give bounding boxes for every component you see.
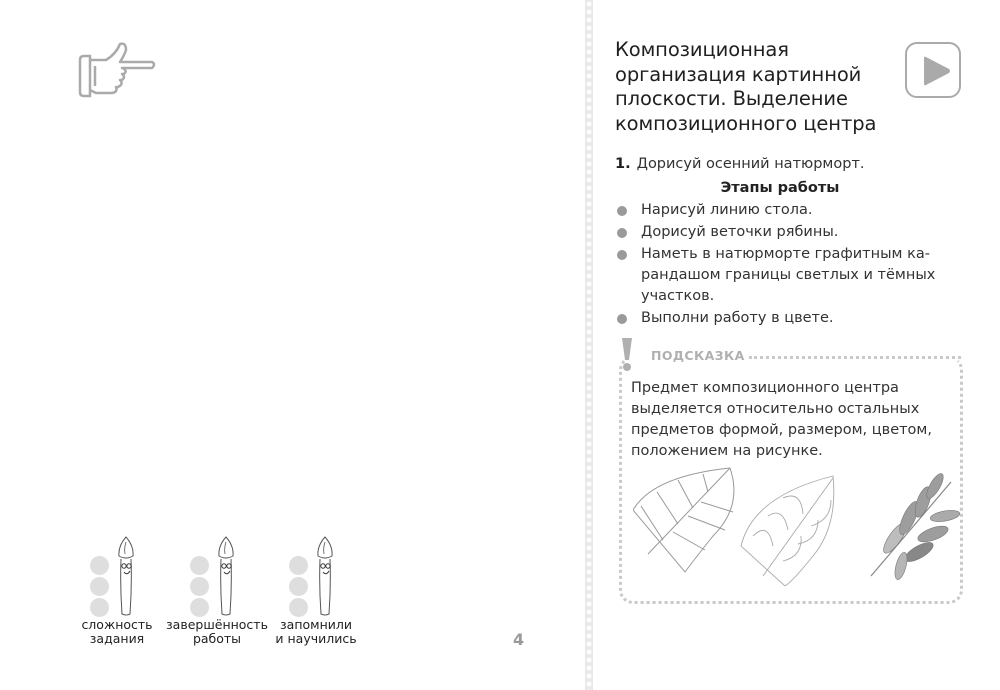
rowan-leaf-outline-image	[741, 476, 834, 586]
bullet-icon	[617, 206, 627, 216]
evaluation-label: запомнили и научились	[275, 617, 357, 646]
task-text: Дорисуй осенний натюрморт.	[636, 156, 865, 172]
rating-circle[interactable]	[289, 577, 308, 596]
hint-text: Предмет композиционного центра выделяется относительно остальных предметов формой, размером, цветом, положением на рисунке.	[631, 380, 932, 459]
task-number: 1.	[615, 156, 631, 172]
rating-circle[interactable]	[190, 556, 209, 575]
rating-circle[interactable]	[289, 556, 308, 575]
leaf-illustrations	[633, 466, 963, 586]
rowan-leaf-shaded-image	[871, 471, 961, 580]
play-button[interactable]	[905, 42, 961, 98]
evaluation-label: сложность задания	[81, 617, 153, 646]
brush-character-icon	[313, 536, 337, 616]
step-item: Выполни работу в цвете.	[615, 308, 975, 329]
hint-label: ПОДСКАЗКА	[651, 348, 745, 363]
evaluation-label: завершённость работы	[166, 617, 268, 646]
page-title: Композиционная организация картинной плоскости. Выделение композиционного центра	[615, 38, 877, 135]
step-item: Дорисуй веточки рябины.	[615, 222, 975, 243]
pointing-hand-icon	[76, 40, 158, 102]
rating-circle[interactable]	[90, 577, 109, 596]
steps-list	[615, 200, 975, 330]
rating-circles[interactable]	[289, 556, 308, 619]
bullet-icon	[617, 250, 627, 260]
page-number: 4	[513, 630, 525, 649]
step-item: Нарисуй линию стола.	[615, 200, 975, 221]
rating-circles[interactable]	[90, 556, 109, 619]
bullet-icon	[617, 314, 627, 324]
page-binding-divider	[585, 0, 593, 690]
rating-circle[interactable]	[90, 556, 109, 575]
rating-circle[interactable]	[190, 598, 209, 617]
brush-character-icon	[114, 536, 138, 616]
rating-circle[interactable]	[190, 577, 209, 596]
right-page	[593, 0, 1000, 690]
rating-circles[interactable]	[190, 556, 209, 619]
leaf-outline-veins-image	[633, 468, 734, 572]
step-item: Наметь в натюрморте графитным ка-рандашом границы светлых и тёмных участков.	[615, 244, 959, 307]
brush-character-icon	[214, 536, 238, 616]
rating-circle[interactable]	[90, 598, 109, 617]
play-icon	[921, 56, 951, 86]
stages-title: Этапы работы	[720, 180, 840, 196]
bullet-icon	[617, 228, 627, 238]
task-1	[615, 154, 975, 326]
rating-circle[interactable]	[289, 598, 308, 617]
